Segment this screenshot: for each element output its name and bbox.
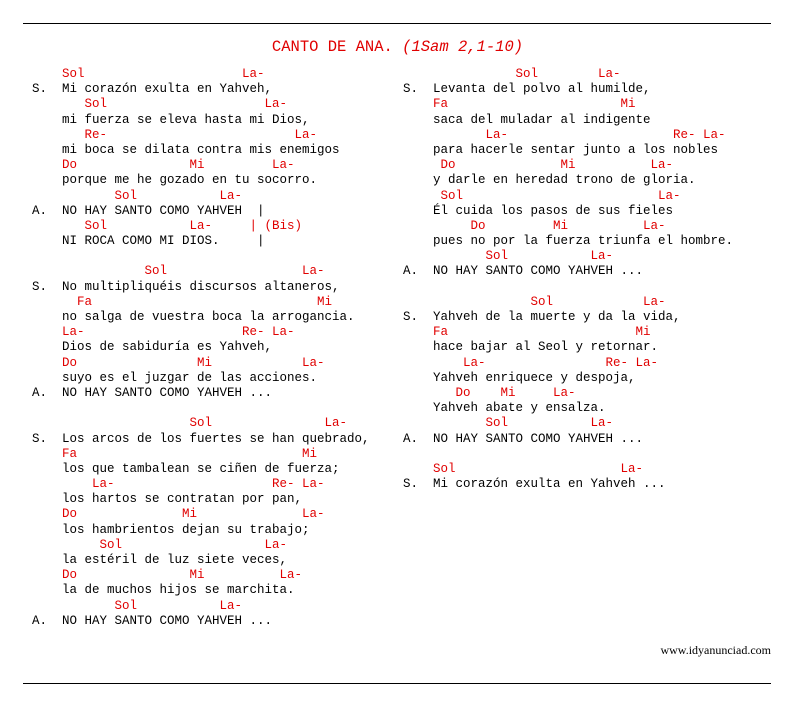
lyric-line: mi fuerza se eleva hasta mi Dios, bbox=[32, 112, 310, 127]
chord-line: Sol La- bbox=[32, 598, 243, 613]
top-rule bbox=[23, 23, 771, 24]
chord-line: Fa Mi bbox=[403, 97, 636, 112]
lyric-line: porque me he gozado en tu socorro. bbox=[32, 173, 318, 188]
chord-line: Sol La- bbox=[32, 416, 348, 431]
chord-line: Fa Mi bbox=[403, 325, 651, 340]
lyric-line: la estéril de luz siete veces, bbox=[32, 553, 288, 567]
chord-line bbox=[32, 219, 402, 234]
lyric-line: A. NO HAY SANTO COMO YAHVEH ... bbox=[32, 385, 273, 400]
lyric-line: no salga de vuestra boca la arrogancia. bbox=[32, 310, 355, 324]
lyric-line: suyo es el juzgar de las acciones. bbox=[32, 370, 318, 385]
chord-line: Do Mi La- bbox=[32, 355, 325, 370]
lyric-line: A. NO HAY SANTO COMO YAHVEH ... bbox=[32, 613, 273, 628]
lyric-line: Dios de sabiduría es Yahveh, bbox=[32, 340, 273, 355]
lyric-line: y darle en heredad trono de gloria. bbox=[403, 173, 696, 188]
chord-line: Do Mi La- bbox=[403, 385, 576, 400]
chord-line: Sol La- bbox=[32, 264, 325, 279]
title-main: CANTO DE ANA. bbox=[271, 38, 403, 56]
chord-line: Sol La- bbox=[403, 294, 666, 309]
page-title bbox=[0, 38, 795, 56]
chord-line: Sol La- bbox=[403, 188, 681, 203]
lyric-line: A. NO HAY SANTO COMO YAHVEH ... bbox=[403, 431, 644, 446]
chord-line: La- Re- La- bbox=[32, 325, 295, 340]
lyric-line: S. Mi corazón exulta en Yahveh ... bbox=[403, 477, 666, 492]
chord-line: Sol La- bbox=[403, 416, 614, 431]
chord-line: Do Mi La- bbox=[403, 158, 674, 173]
lyric-line: A. NO HAY SANTO COMO YAHVEH ... bbox=[403, 264, 644, 279]
bottom-rule bbox=[23, 683, 771, 684]
chord-line: Sol La- bbox=[403, 67, 621, 81]
lyric-line: A. NO HAY SANTO COMO YAHVEH | bbox=[32, 203, 265, 218]
chord-line: La- Re- La- bbox=[403, 127, 726, 142]
chord-line: Sol La- bbox=[403, 461, 644, 476]
chord-line: Sol La- bbox=[32, 97, 288, 112]
lyric-line: S. Los arcos de los fuertes se han quebrado, bbox=[32, 431, 370, 446]
chord-text: Sol La- | bbox=[32, 218, 258, 233]
chord-line: Fa Mi bbox=[32, 294, 333, 309]
chord-line: Sol La- bbox=[32, 537, 288, 552]
lyric-line: S. No multipliquéis discursos altaneros, bbox=[32, 279, 340, 294]
stanza-gap bbox=[32, 401, 402, 416]
lyric-line: mi boca se dilata contra mis enemigos bbox=[32, 142, 340, 157]
lyric-line: los hartos se contratan por pan, bbox=[32, 492, 303, 507]
lyric-line: Yahveh enriquece y despoja, bbox=[403, 370, 636, 385]
lyric-line: Yahveh abate y ensalza. bbox=[403, 401, 606, 416]
chord-line: La- Re- La- bbox=[32, 477, 325, 492]
lyric-line: S. Mi corazón exulta en Yahveh, bbox=[32, 82, 273, 97]
stanza-gap bbox=[32, 249, 402, 264]
lyric-line: Él cuida los pasos de sus fieles bbox=[403, 203, 674, 218]
chord-line: Sol La- bbox=[403, 249, 614, 264]
left-column bbox=[32, 67, 402, 629]
chord-line: Re- La- bbox=[32, 127, 318, 142]
lyric-line: S. Yahveh de la muerte y da la vida, bbox=[403, 310, 681, 324]
lyric-line: saca del muladar al indigente bbox=[403, 112, 651, 127]
chord-line: La- Re- La- bbox=[403, 355, 659, 370]
chord-line: Do Mi La- bbox=[32, 507, 325, 522]
chord-line: Do Mi La- bbox=[32, 568, 303, 583]
lyric-line: los hambrientos dejan su trabajo; bbox=[32, 522, 310, 537]
chord-line: Fa Mi bbox=[32, 446, 318, 461]
stanza-gap bbox=[403, 447, 771, 462]
chord-line: Sol La- bbox=[32, 67, 265, 81]
chord-line: Do Mi La- bbox=[403, 218, 666, 233]
repeat-mark: (Bis) bbox=[257, 218, 303, 233]
right-column bbox=[403, 67, 771, 492]
website-footer: www.idyanunciad.com bbox=[660, 643, 771, 657]
chord-line: Sol La- bbox=[32, 188, 243, 203]
lyric-line: S. Levanta del polvo al humilde, bbox=[403, 82, 651, 97]
title-reference: (1Sam 2,1-10) bbox=[402, 38, 524, 56]
stanza-gap bbox=[403, 280, 771, 295]
lyric-line: la de muchos hijos se marchita. bbox=[32, 583, 295, 598]
chord-line: Do Mi La- bbox=[32, 158, 295, 173]
lyric-line: para hacerle sentar junto a los nobles bbox=[403, 142, 719, 157]
lyric-line: NI ROCA COMO MI DIOS. | bbox=[32, 234, 265, 249]
lyric-line: los que tambalean se ciñen de fuerza; bbox=[32, 461, 340, 476]
lyric-line: hace bajar al Seol y retornar. bbox=[403, 340, 659, 355]
lyric-line: pues no por la fuerza triunfa el hombre. bbox=[403, 234, 734, 249]
